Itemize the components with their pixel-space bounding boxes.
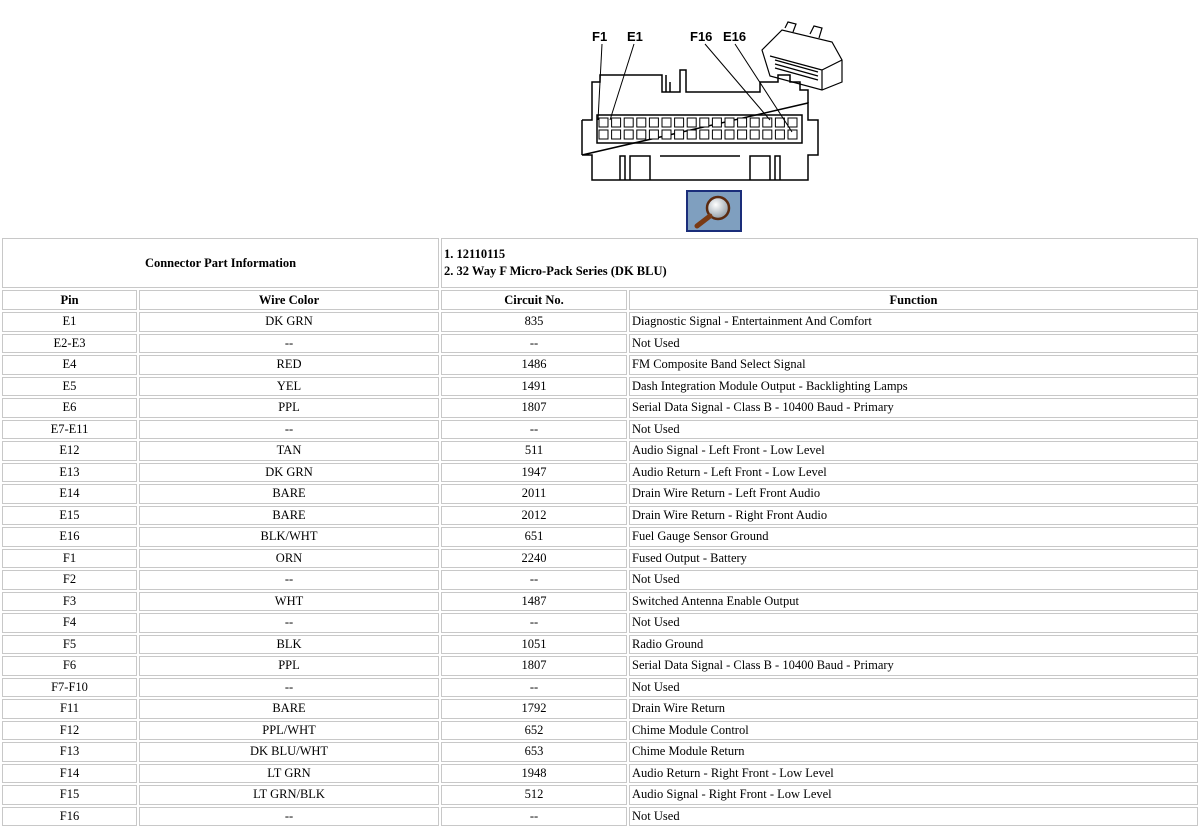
circuit-cell: 2011: [441, 484, 627, 504]
pin-cavity: [624, 118, 633, 127]
pin-cavity: [700, 118, 709, 127]
pin-cell: F4: [2, 613, 137, 633]
header-wire-color: Wire Color: [139, 290, 439, 310]
table-row: [2, 398, 1198, 418]
table-row: [2, 592, 1198, 612]
circuit-cell: 835: [441, 312, 627, 332]
circuit-cell: 1487: [441, 592, 627, 612]
function-cell: Not Used: [629, 807, 1198, 827]
function-cell: Switched Antenna Enable Output: [629, 592, 1198, 612]
function-cell: Audio Return - Left Front - Low Level: [629, 463, 1198, 483]
pin-cavity: [788, 118, 797, 127]
function-cell: Not Used: [629, 334, 1198, 354]
part-info-title: Connector Part Information: [2, 238, 439, 288]
wire-color-cell: --: [139, 613, 439, 633]
pin-cell: F7-F10: [2, 678, 137, 698]
pin-cell: F16: [2, 807, 137, 827]
function-cell: Not Used: [629, 678, 1198, 698]
circuit-cell: 1486: [441, 355, 627, 375]
table-row: [2, 721, 1198, 741]
pin-cavity: [649, 130, 658, 139]
pin-cell: E15: [2, 506, 137, 526]
pin-cavity: [763, 130, 772, 139]
pin-cavity: [750, 130, 759, 139]
table-row: [2, 785, 1198, 805]
wire-color-cell: YEL: [139, 377, 439, 397]
pin-cavity: [599, 130, 608, 139]
function-cell: FM Composite Band Select Signal: [629, 355, 1198, 375]
pin-cavity: [649, 118, 658, 127]
table-row: [2, 807, 1198, 827]
wire-color-cell: --: [139, 807, 439, 827]
table-row: [2, 656, 1198, 676]
pin-cavity: [687, 118, 696, 127]
table-row: [2, 484, 1198, 504]
pin-cell: E13: [2, 463, 137, 483]
circuit-cell: --: [441, 420, 627, 440]
function-cell: Audio Signal - Right Front - Low Level: [629, 785, 1198, 805]
wire-color-cell: --: [139, 678, 439, 698]
wire-color-cell: DK BLU/WHT: [139, 742, 439, 762]
circuit-cell: 512: [441, 785, 627, 805]
header-row: [2, 290, 1198, 310]
function-cell: Audio Return - Right Front - Low Level: [629, 764, 1198, 784]
function-cell: Serial Data Signal - Class B - 10400 Baud - Primary: [629, 656, 1198, 676]
circuit-cell: --: [441, 678, 627, 698]
magnifier-icon: [688, 192, 740, 230]
table-row: [2, 549, 1198, 569]
function-cell: Audio Signal - Left Front - Low Level: [629, 441, 1198, 461]
circuit-cell: 511: [441, 441, 627, 461]
pin-cell: E4: [2, 355, 137, 375]
function-cell: Not Used: [629, 570, 1198, 590]
pin-cell: E12: [2, 441, 137, 461]
wire-color-cell: ORN: [139, 549, 439, 569]
header-function: Function: [629, 290, 1198, 310]
pin-cavity: [700, 130, 709, 139]
table-row: [2, 506, 1198, 526]
pin-cavity: [738, 118, 747, 127]
table-row: [2, 570, 1198, 590]
pin-cell: E6: [2, 398, 137, 418]
circuit-cell: 1051: [441, 635, 627, 655]
table-row: [2, 334, 1198, 354]
pin-cavity: [775, 130, 784, 139]
function-cell: Chime Module Control: [629, 721, 1198, 741]
label-e1: E1: [627, 29, 643, 44]
table-row: [2, 764, 1198, 784]
pin-cell: E14: [2, 484, 137, 504]
function-cell: Chime Module Return: [629, 742, 1198, 762]
pin-cavity: [637, 130, 646, 139]
pin-cell: F12: [2, 721, 137, 741]
pin-cell: E5: [2, 377, 137, 397]
wire-color-cell: TAN: [139, 441, 439, 461]
part-info-details: [441, 238, 1198, 288]
pin-cell: F15: [2, 785, 137, 805]
pin-cell: F6: [2, 656, 137, 676]
function-cell: Drain Wire Return - Left Front Audio: [629, 484, 1198, 504]
pin-cell: F5: [2, 635, 137, 655]
header-pin: Pin: [2, 290, 137, 310]
wire-color-cell: --: [139, 334, 439, 354]
pin-cell: F3: [2, 592, 137, 612]
part-info-row: [2, 238, 1198, 288]
label-f1: F1: [592, 29, 608, 44]
pin-cavity: [725, 118, 734, 127]
pin-cavity: [662, 130, 671, 139]
pin-cell: F13: [2, 742, 137, 762]
pin-cell: F11: [2, 699, 137, 719]
wire-color-cell: WHT: [139, 592, 439, 612]
circuit-cell: 652: [441, 721, 627, 741]
zoom-button[interactable]: [686, 190, 742, 232]
wire-color-cell: DK GRN: [139, 312, 439, 332]
circuit-cell: 1491: [441, 377, 627, 397]
table-row: [2, 312, 1198, 332]
circuit-cell: --: [441, 613, 627, 633]
pin-cavity: [788, 130, 797, 139]
circuit-cell: 1792: [441, 699, 627, 719]
circuit-cell: 2240: [441, 549, 627, 569]
table-row: [2, 699, 1198, 719]
wire-color-cell: PPL: [139, 656, 439, 676]
wire-color-cell: BLK: [139, 635, 439, 655]
function-cell: Radio Ground: [629, 635, 1198, 655]
wire-color-cell: --: [139, 570, 439, 590]
function-cell: Drain Wire Return - Right Front Audio: [629, 506, 1198, 526]
pin-cavity: [624, 130, 633, 139]
pin-cavity: [712, 130, 721, 139]
table-row: [2, 678, 1198, 698]
table-row: [2, 377, 1198, 397]
wire-color-cell: BLK/WHT: [139, 527, 439, 547]
header-circuit-no: Circuit No.: [441, 290, 627, 310]
label-e16: E16: [723, 29, 747, 44]
pin-cell: F2: [2, 570, 137, 590]
wire-color-cell: RED: [139, 355, 439, 375]
function-cell: Diagnostic Signal - Entertainment And Comfort: [629, 312, 1198, 332]
pin-cavity: [662, 118, 671, 127]
pin-cavity: [687, 130, 696, 139]
pin-cell: F14: [2, 764, 137, 784]
function-cell: Serial Data Signal - Class B - 10400 Baud - Primary: [629, 398, 1198, 418]
table-row: [2, 742, 1198, 762]
pin-cavity: [612, 130, 621, 139]
pin-cavity: [725, 130, 734, 139]
connector-drawing: [570, 20, 860, 190]
function-cell: Not Used: [629, 420, 1198, 440]
circuit-cell: 1947: [441, 463, 627, 483]
pin-cavity: [612, 118, 621, 127]
wire-color-cell: DK GRN: [139, 463, 439, 483]
label-f16: F16: [690, 29, 713, 44]
function-cell: Drain Wire Return: [629, 699, 1198, 719]
table-row: [2, 441, 1198, 461]
wire-color-cell: BARE: [139, 506, 439, 526]
circuit-cell: 653: [441, 742, 627, 762]
pin-cell: E16: [2, 527, 137, 547]
wire-color-cell: PPL/WHT: [139, 721, 439, 741]
wire-color-cell: LT GRN/BLK: [139, 785, 439, 805]
table-row: [2, 527, 1198, 547]
pin-cavity: [712, 118, 721, 127]
function-cell: Dash Integration Module Output - Backlighting Lamps: [629, 377, 1198, 397]
part-number: 1. 12110115: [444, 247, 506, 261]
table-row: [2, 420, 1198, 440]
pin-cell: F1: [2, 549, 137, 569]
wire-color-cell: LT GRN: [139, 764, 439, 784]
part-series: 2. 32 Way F Micro-Pack Series (DK BLU): [444, 264, 667, 278]
wire-color-cell: BARE: [139, 484, 439, 504]
function-cell: Not Used: [629, 613, 1198, 633]
circuit-cell: --: [441, 570, 627, 590]
pin-cavity: [775, 118, 784, 127]
circuit-cell: --: [441, 334, 627, 354]
circuit-cell: 1807: [441, 656, 627, 676]
pin-cell: E1: [2, 312, 137, 332]
wire-color-cell: PPL: [139, 398, 439, 418]
pin-cavity: [675, 118, 684, 127]
table-row: [2, 355, 1198, 375]
function-cell: Fuel Gauge Sensor Ground: [629, 527, 1198, 547]
wire-color-cell: --: [139, 420, 439, 440]
wire-color-cell: BARE: [139, 699, 439, 719]
table-row: [2, 463, 1198, 483]
circuit-cell: --: [441, 807, 627, 827]
pin-cavity: [599, 118, 608, 127]
pin-cavity: [675, 130, 684, 139]
pin-cavity: [750, 118, 759, 127]
circuit-cell: 651: [441, 527, 627, 547]
function-cell: Fused Output - Battery: [629, 549, 1198, 569]
connector-table: [0, 236, 1200, 828]
pin-cavity: [738, 130, 747, 139]
table-row: [2, 613, 1198, 633]
circuit-cell: 1948: [441, 764, 627, 784]
circuit-cell: 2012: [441, 506, 627, 526]
circuit-cell: 1807: [441, 398, 627, 418]
table-row: [2, 635, 1198, 655]
pin-cavity: [763, 118, 772, 127]
pin-cell: E7-E11: [2, 420, 137, 440]
pin-cell: E2-E3: [2, 334, 137, 354]
pin-cavity: [637, 118, 646, 127]
